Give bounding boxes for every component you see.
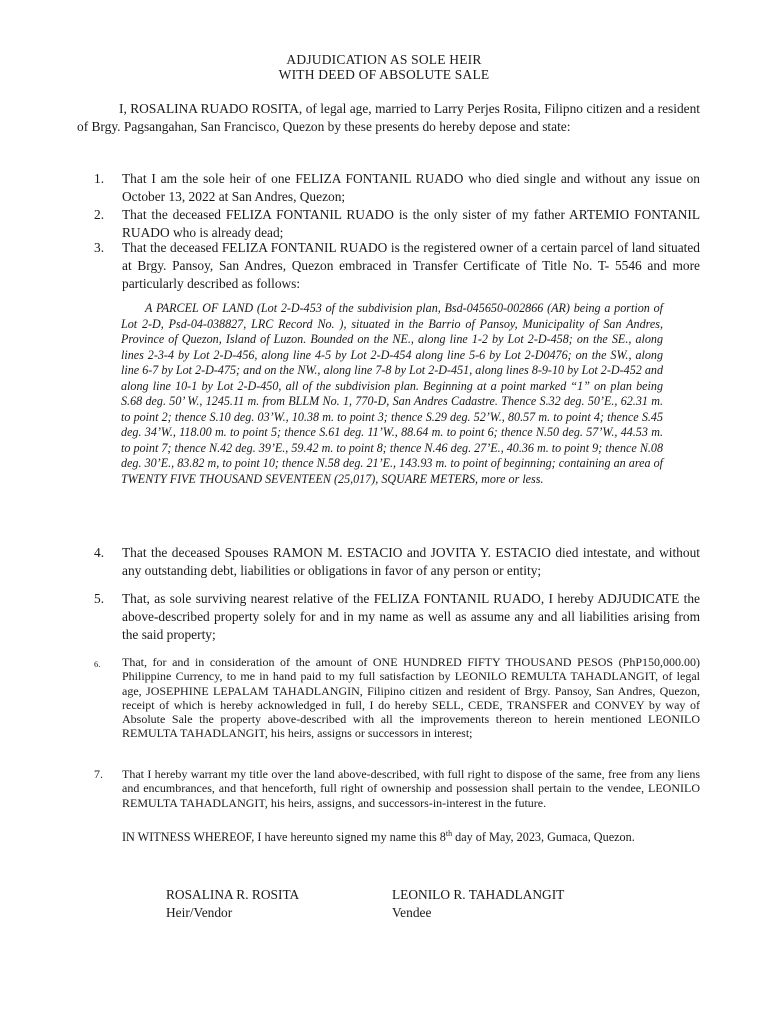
- witness-clause: [77, 830, 700, 845]
- witness-text-end: day of May, 2023, Gumaca, Quezon.: [452, 830, 635, 844]
- list-item-number: 6.: [94, 659, 101, 669]
- signature-block-vendor: [166, 886, 299, 922]
- list-item-number: 3.: [94, 240, 105, 255]
- intro-paragraph: I, ROSALINA RUADO ROSITA, of legal age, married to Larry Perjes Rosita, Filipno citizen and a resident of Brgy. Pagsangahan, San Francisco, Quezon by these presents do hereby depose and state:: [77, 101, 700, 135]
- list-item-number: 2.: [94, 207, 105, 222]
- signatory-name: LEONILO R. TAHADLANGIT: [392, 887, 565, 902]
- signatory-role: Heir/Vendor: [166, 905, 233, 920]
- list-item-number: 4.: [94, 545, 105, 560]
- list-item-number: 1.: [94, 171, 105, 186]
- signatory-role: Vendee: [392, 905, 432, 920]
- signatory-name: ROSALINA R. ROSITA: [166, 887, 300, 902]
- list-item-text: That the deceased FELIZA FONTANIL RUADO is the registered owner of a certain parcel of land situated at Brgy. Pansoy, San Andres, Quezon embraced in Transfer Certificate of Title No. T- 5546 and more particularly described as follows:: [122, 240, 700, 292]
- witness-text: IN WITNESS WHEREOF, I have hereunto signed my name this 8: [122, 830, 446, 844]
- list-item-text: That I hereby warrant my title over the land above-described, with full right to dispose of the same, free from any liens and encumbrances, and that henceforth, full right of ownership and possession shall pertain to the vendee, LEONILO REMULTA TAHADLANGIT, his heirs, assigns, and successors-in-interest in the future.: [122, 767, 700, 810]
- land-description: A PARCEL OF LAND (Lot 2-D-453 of the subdivision plan, Bsd-045650-002866 (AR) being a portion of Lot 2-D, Psd-04-038827, LRC Record No. ), situated in the Barrio of Pansoy, Municipality of San Andres, Province of Quezon, Island of Luzon. Bounded on the NE., along line 1-2 by Lot 2-D-458; on the SE., along lines 2-3-4 by Lot 2-D-456, along line 4-5 by Lot 2-D-454 along line 5-6 by Lot 2-D0476; on the SW., along line 6-7 by Lot 2-D-475; and on the NW., along line 7-8 by Lot 2-D-451, along lines 8-9-10 by Lot 2-D-452 and along line 10-1 by Lot 2-D-450, all of the subdivision plan. Beginning at a point marked “1” on plan being S.68 deg. 50’ W., 1245.11 m. from BLLM No. 1, 770-D, San Andres Cadastre. Thence S.32 deg. 50’E., 62.31 m. to point 2; thence S.10 deg. 03’W., 10.38 m. to point 3; thence S.29 deg. 52’W., 80.57 m. to point 4; thence S.45 deg. 34’W., 118.00 m. to point 5; thence S.61 deg. 11’W., 88.64 m. to point 6; thence N.50 deg. 57’W., 44.53 m. to point 7; thence N.42 deg. 39’E., 59.42 m. to point 8; thence N.46 deg. 27’E., 40.36 m. to point 9; thence N.08 deg. 30’E., 83.82 m, to point 10; thence N.58 deg. 21’E., 143.93 m. to point of beginning; containing an area of TWENTY FIVE THOUSAND SEVENTEEN (25,017), SQUARE METERS, more or less.: [121, 301, 663, 486]
- list-item-text: That I am the sole heir of one FELIZA FONTANIL RUADO who died single and without any issue on October 13, 2022 at San Andres, Quezon;: [122, 171, 700, 205]
- signature-block-vendee: [392, 886, 564, 922]
- list-item-number: 7.: [94, 767, 103, 781]
- list-item-text: That, for and in consideration of the amount of ONE HUNDRED FIFTY THOUSAND PESOS (PhP150,000.00) Philippine Currency, to me in hand paid to my full satisfaction by LEONILO REMULTA TAHADLANGIT, of legal age, JOSEPHINE LEPALAM TAHADLANGIN, Filipino citizen and resident of Brgy. Pansoy, San Andres, Quezon, receipt of which is hereby acknowledged in full, I do hereby SELL, CEDE, TRANSFER and CONVEY by way of Absolute Sale the property above-described with all the improvements thereon to herein mentioned LEONILO REMULTA TAHADLANGIT, his heirs, assigns or successors in interest;: [122, 655, 700, 741]
- document-title-line-1: ADJUDICATION AS SOLE HEIR: [286, 52, 482, 67]
- witness-ordinal-suffix: th: [445, 828, 453, 838]
- list-item-text: That the deceased Spouses RAMON M. ESTACIO and JOVITA Y. ESTACIO died intestate, and without any outstanding debt, liabilities or obligations in favor of any person or entity;: [122, 545, 700, 579]
- document-title-line-2: WITH DEED OF ABSOLUTE SALE: [278, 67, 490, 82]
- list-item-text: That, as sole surviving nearest relative of the FELIZA FONTANIL RUADO, I hereby ADJUDICATE the above-described property solely for and in my name as well as assume any and all liabilities arising from the said property;: [122, 591, 700, 643]
- list-item-text: That the deceased FELIZA FONTANIL RUADO is the only sister of my father ARTEMIO FONTANIL RUADO who is already dead;: [122, 207, 700, 241]
- list-item-number: 5.: [94, 591, 105, 606]
